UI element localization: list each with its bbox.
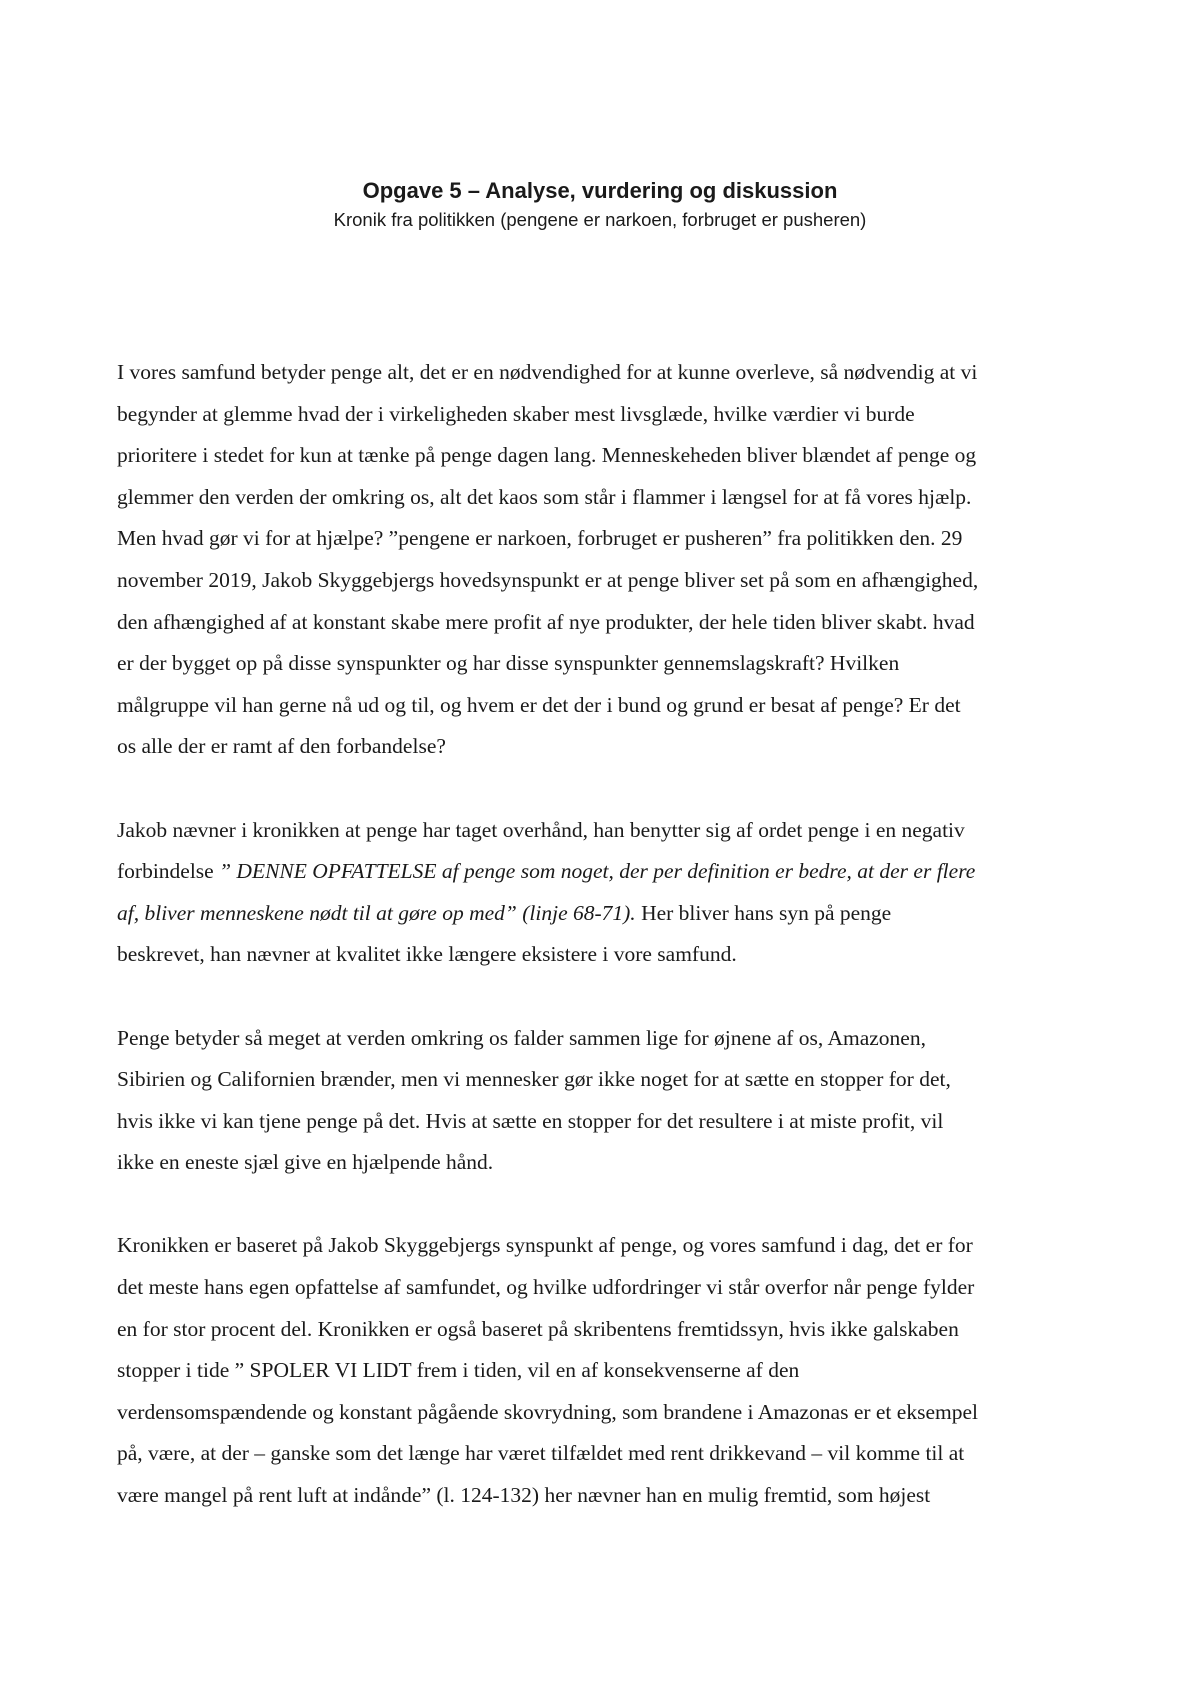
text-line: den afhængighed af at konstant skabe mere profit af nye produkter, der hele tiden bliver skabt. hvad [117, 609, 975, 634]
text-line: Jakob nævner i kronikken at penge har taget overhånd, han benytter sig af ordet penge i en negativ [117, 817, 965, 842]
text-line: en for stor procent del. Kronikken er også baseret på skribentens fremtidssyn, hvis ikke galskaben [117, 1316, 959, 1341]
text-line: er der bygget op på disse synspunkter og har disse synspunkter gennemslagskraft? Hvilken [117, 651, 900, 676]
text-line: stopper i tide ” SPOLER VI LIDT frem i tiden, vil en af konsekvenserne af den [117, 1358, 800, 1383]
text-span: Her bliver hans syn på penge [635, 900, 892, 925]
text-line: målgruppe vil han gerne nå ud og til, og hvem er det der i bund og grund er besat af penge? Er det [117, 692, 961, 717]
text-line: Men hvad gør vi for at hjælpe? ”pengene er narkoen, forbruget er pusheren” fra politikken den. 29 [117, 526, 963, 551]
document-body [117, 352, 1083, 1558]
text-line [117, 893, 1083, 935]
text-line: det meste hans egen opfattelse af samfundet, og hvilke udfordringer vi står overfor når penge fylder [117, 1275, 975, 1300]
text-line: prioritere i stedet for kun at tænke på penge dagen lang. Menneskeheden bliver blændet af penge og [117, 443, 977, 468]
text-line: Sibirien og Californien brænder, men vi mennesker gør ikke noget for at sætte en stopper for det, [117, 1067, 951, 1092]
text-line: verdensomspændende og konstant pågående skovrydning, som brandene i Amazonas er et eksempel [117, 1399, 978, 1424]
text-line: være mangel på rent luft at indånde” (l. 124-132) her nævner han en mulig fremtid, som højest [117, 1483, 931, 1508]
paragraph-3 [117, 1018, 1083, 1184]
text-line: ikke en eneste sjæl give en hjælpende hånd. [117, 1150, 494, 1175]
text-span: forbindelse [117, 859, 220, 884]
paragraph-4 [117, 1225, 1083, 1516]
text-line: november 2019, Jakob Skyggebjergs hovedsynspunkt er at penge bliver set på som en afhængighed, [117, 567, 979, 592]
text-line: på, være, at der – ganske som det længe har været tilfældet med rent drikkevand – vil komme til at [117, 1441, 965, 1466]
text-line: Penge betyder så meget at verden omkring os falder sammen lige for øjnene af os, Amazonen, [117, 1025, 926, 1050]
paragraph-2 [117, 810, 1083, 976]
paragraph-1 [117, 352, 1083, 768]
text-line: glemmer den verden der omkring os, alt det kaos som står i flammer i længsel for at få vores hjælp. [117, 484, 972, 509]
document-title: Opgave 5 – Analyse, vurdering og diskussion [362, 178, 838, 203]
quotation: af, bliver menneskene nødt til at gøre op med” (linje 68-71). [117, 900, 636, 925]
quotation: ” DENNE OPFATTELSE af penge som noget, der per definition er bedre, at der er flere [219, 859, 976, 884]
text-line: os alle der er ramt af den forbandelse? [117, 734, 446, 759]
text-line: begynder at glemme hvad der i virkeligheden skaber mest livsglæde, hvilke værdier vi burde [117, 401, 915, 426]
text-line: beskrevet, han nævner at kvalitet ikke længere eksistere i vore samfund. [117, 942, 737, 967]
title-block [0, 176, 1200, 234]
text-line [117, 851, 1083, 893]
text-line: hvis ikke vi kan tjene penge på det. Hvis at sætte en stopper for det resultere i at miste profit, vil [117, 1108, 944, 1133]
text-line: I vores samfund betyder penge alt, det er en nødvendighed for at kunne overleve, så nødvendig at vi [117, 360, 978, 384]
text-line: Kronikken er baseret på Jakob Skyggebjergs synspunkt af penge, og vores samfund i dag, det er for [117, 1233, 973, 1258]
document-subtitle: Kronik fra politikken (pengene er narkoen, forbruget er pusheren) [333, 209, 867, 230]
